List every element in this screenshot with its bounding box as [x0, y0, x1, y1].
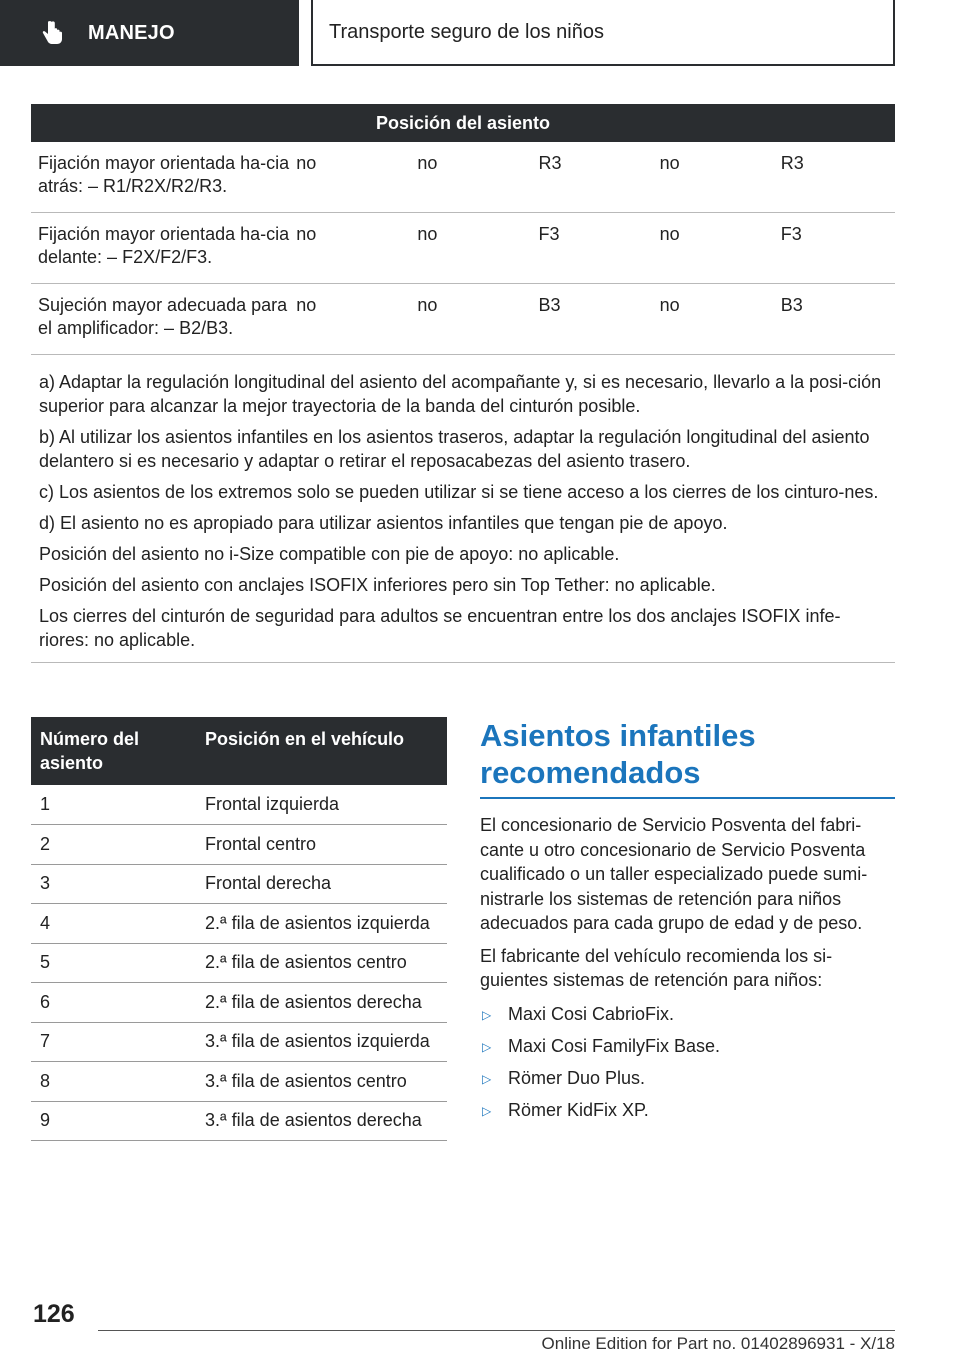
table-row [31, 904, 447, 944]
recommended-section [480, 717, 895, 1127]
table-header: Posición del asiento [31, 104, 895, 142]
footer-divider [98, 1330, 895, 1331]
list-item [480, 1031, 895, 1063]
footnote: c) Los asientos de los extremos solo se pueden utilizar si se tiene acceso a los cierres de los cinturo-nes. [39, 482, 879, 502]
table-row [31, 864, 447, 904]
table-row [31, 983, 447, 1023]
table-row [31, 1101, 447, 1141]
seat-number: 6 [31, 983, 196, 1023]
page-number: 126 [33, 1300, 75, 1328]
hand-pointer-icon [38, 19, 66, 47]
seat-number: 2 [31, 825, 196, 865]
seat-position-table [31, 104, 895, 355]
seat-number: 5 [31, 943, 196, 983]
table-row [31, 943, 447, 983]
table-cell: no [653, 213, 774, 284]
seat-position: 3.ª fila de asientos izquierda [196, 1022, 447, 1062]
chapter-title: Transporte seguro de los niños [311, 0, 895, 66]
column-header-position: Posición en el vehículo [196, 717, 447, 785]
table-cell: no [653, 142, 774, 213]
table-row [31, 142, 895, 213]
footnote: d) El asiento no es apropiado para utilizar asientos infantiles que tengan pie de apoyo. [39, 513, 728, 533]
list-item-text: Maxi Cosi CabrioFix. [508, 1004, 675, 1024]
table-cell: R3 [532, 142, 653, 213]
table-row [31, 1022, 447, 1062]
recommended-list [480, 999, 895, 1127]
list-item [480, 999, 895, 1031]
table-row [31, 1062, 447, 1102]
list-item-text: Römer Duo Plus. [508, 1068, 646, 1088]
section-label: MANEJO [88, 21, 175, 44]
seat-position: 2.ª fila de asientos derecha [196, 983, 447, 1023]
row-label: Fijación mayor orientada ha-cia atrás: – R1/R2X/R2/R3. [31, 142, 289, 213]
footnote: Posición del asiento no i-Size compatible con pie de apoyo: no aplicable. [39, 544, 620, 564]
edition-note: Online Edition for Part no. 01402896931 - X/18 [541, 1334, 895, 1353]
list-item [480, 1095, 895, 1127]
triangle-bullet-icon: ▷ [482, 1103, 492, 1118]
table-row [31, 825, 447, 865]
table-cell: R3 [774, 142, 895, 213]
triangle-bullet-icon: ▷ [482, 1071, 492, 1086]
seat-position: 2.ª fila de asientos izquierda [196, 904, 447, 944]
footnote: Los cierres del cinturón de seguridad para adultos se encuentran entre los dos anclajes ISOFIX infe-riores: no aplicable. [39, 606, 841, 650]
seat-number-table [31, 717, 447, 1141]
page-header [0, 0, 960, 66]
section-tab[interactable] [0, 0, 299, 66]
table-row [31, 785, 447, 825]
table-cell: no [289, 142, 410, 213]
table-cell: B3 [532, 284, 653, 355]
seat-number: 7 [31, 1022, 196, 1062]
table-cell: F3 [532, 213, 653, 284]
seat-position: Frontal izquierda [196, 785, 447, 825]
table-row [31, 284, 895, 355]
row-label: Sujeción mayor adecuada para el amplificador: – B2/B3. [31, 284, 289, 355]
section-title: Asientos infantiles recomendados [480, 717, 895, 799]
seat-position: Frontal derecha [196, 864, 447, 904]
paragraph: El concesionario de Servicio Posventa del fabri-cante u otro concesionario de Servicio Posventa cualificado o un taller especializado puede sumi-nistrarle los sistemas de retención para niños adecuados para cada grupo de edad y de peso. [480, 815, 868, 933]
seat-position: 3.ª fila de asientos derecha [196, 1101, 447, 1141]
footnote: b) Al utilizar los asientos infantiles en los asientos traseros, adaptar la regulación longitudinal del asiento delantero si es necesario y adaptar o retirar el reposacabezas del asiento trasero. [39, 427, 870, 471]
paragraph: El fabricante del vehículo recomienda los si-guientes sistemas de retención para niños: [480, 945, 833, 990]
seat-number: 1 [31, 785, 196, 825]
table-cell: no [653, 284, 774, 355]
list-item-text: Römer KidFix XP. [508, 1100, 649, 1120]
column-header-number: Número del asiento [31, 717, 196, 785]
list-item [480, 1063, 895, 1095]
table-cell: B3 [774, 284, 895, 355]
triangle-bullet-icon: ▷ [482, 1039, 492, 1054]
table-footnotes [31, 364, 895, 663]
seat-position: 3.ª fila de asientos centro [196, 1062, 447, 1102]
table-row [31, 213, 895, 284]
table-cell: no [289, 284, 410, 355]
seat-number: 4 [31, 904, 196, 944]
seat-position: Frontal centro [196, 825, 447, 865]
table-cell: F3 [774, 213, 895, 284]
row-label: Fijación mayor orientada ha-cia delante: – F2X/F2/F3. [31, 213, 289, 284]
seat-position: 2.ª fila de asientos centro [196, 943, 447, 983]
seat-number: 8 [31, 1062, 196, 1102]
list-item-text: Maxi Cosi FamilyFix Base. [508, 1036, 721, 1056]
table-cell: no [410, 213, 531, 284]
table-cell: no [289, 213, 410, 284]
footnote: a) Adaptar la regulación longitudinal del asiento del acompañante y, si es necesario, llevarlo a la posi-ción superior para alcanzar la mejor trayectoria de la banda del cinturón posible. [39, 372, 882, 416]
footnote: Posición del asiento con anclajes ISOFIX inferiores pero sin Top Tether: no aplicable. [39, 575, 716, 595]
seat-number: 9 [31, 1101, 196, 1141]
table-cell: no [410, 284, 531, 355]
table-cell: no [410, 142, 531, 213]
triangle-bullet-icon: ▷ [482, 1007, 492, 1022]
seat-number: 3 [31, 864, 196, 904]
